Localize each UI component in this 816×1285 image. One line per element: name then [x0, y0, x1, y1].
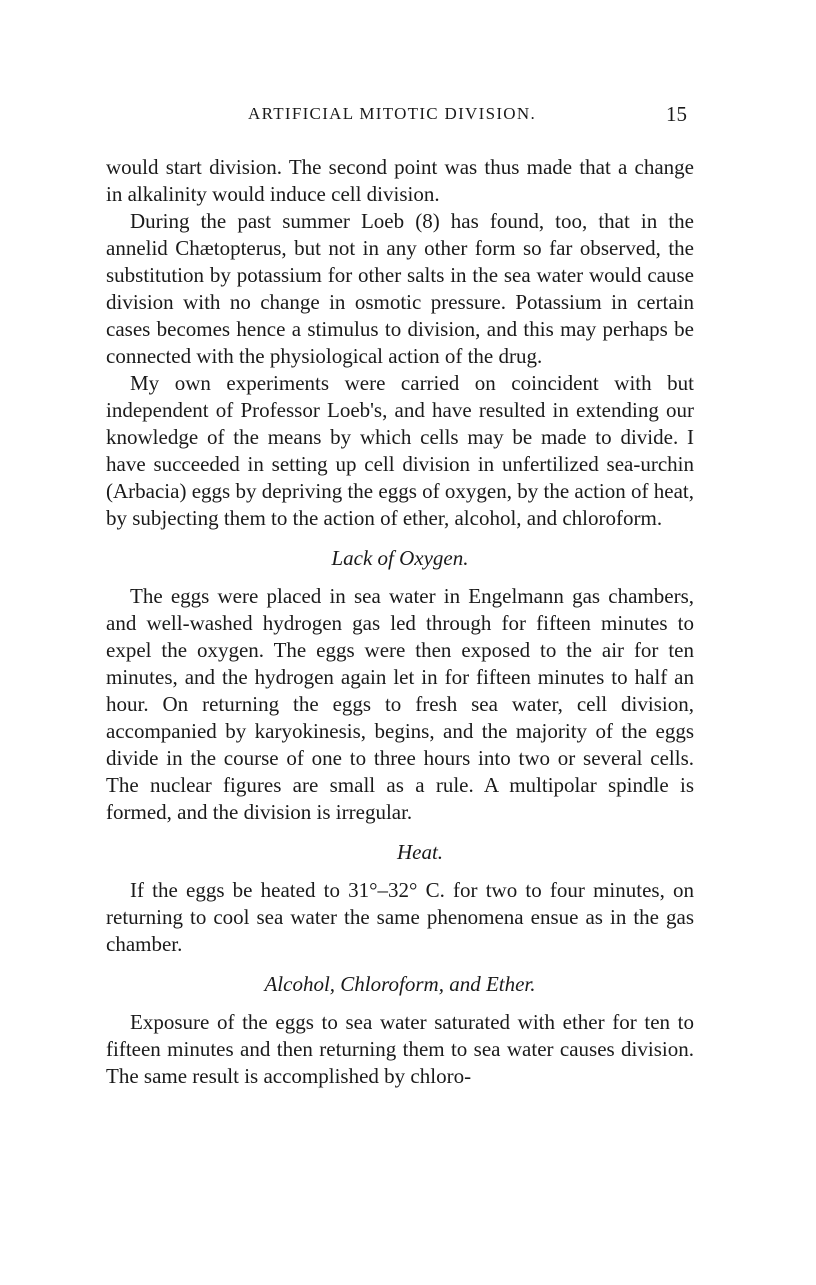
running-title: ARTIFICIAL MITOTIC DIVISION.: [248, 104, 536, 123]
paragraph-heat: If the eggs be heated to 31°–32° C. for two to four minutes, on returning to cool sea water the same phenomena ensue as in the gas chamber.: [106, 878, 694, 956]
page-number: 15: [666, 102, 687, 126]
running-header: [0, 104, 816, 132]
section-heading-heat: Heat.: [396, 840, 444, 864]
paragraph-own-experiments: My own experiments were carried on coincident with but independent of Professor Loeb's, and have resulted in extending our knowledge of the means by which cells may be made to divide. I have succeeded in setting up cell division in unfertilized sea-urchin (Arbacia) eggs by depriving the eggs of oxygen, by the action of heat, by subjecting them to the action of ether, alcohol, and chloroform.: [106, 371, 694, 530]
paragraph-alcohol-chloroform-ether: Exposure of the eggs to sea water saturated with ether for ten to fifteen minutes and then returning them to sea water causes division. The same result is accomplished by chloro-: [106, 1010, 694, 1088]
paragraph-continued: would start division. The second point was thus made that a change in alkalinity would induce cell division.: [106, 155, 694, 206]
section-heading-alcohol-chloroform-ether: Alcohol, Chloroform, and Ether.: [264, 972, 536, 996]
section-heading-lack-of-oxygen: Lack of Oxygen.: [331, 546, 469, 570]
body-text: [106, 154, 694, 1090]
paragraph-lack-of-oxygen: The eggs were placed in sea water in Engelmann gas chambers, and well-washed hydrogen gas led through for fifteen minutes to expel the oxygen. The eggs were then exposed to the air for ten minutes, and the hydrogen again let in for fifteen minutes to half an hour. On returning the eggs to fresh sea water, cell division, accompanied by karyokinesis, begins, and the majority of the eggs divide in the course of one to three hours into two or several cells. The nuclear figures are small as a rule. A multipolar spindle is formed, and the division is irregular.: [106, 584, 694, 824]
paragraph-loeb-potassium: During the past summer Loeb (8) has found, too, that in the annelid Chætopterus, but not in any other form so far observed, the substitution by potassium for other salts in the sea water would cause division with no change in osmotic pressure. Potassium in certain cases becomes hence a stimulus to division, and this may perhaps be connected with the physiological action of the drug.: [106, 209, 694, 368]
